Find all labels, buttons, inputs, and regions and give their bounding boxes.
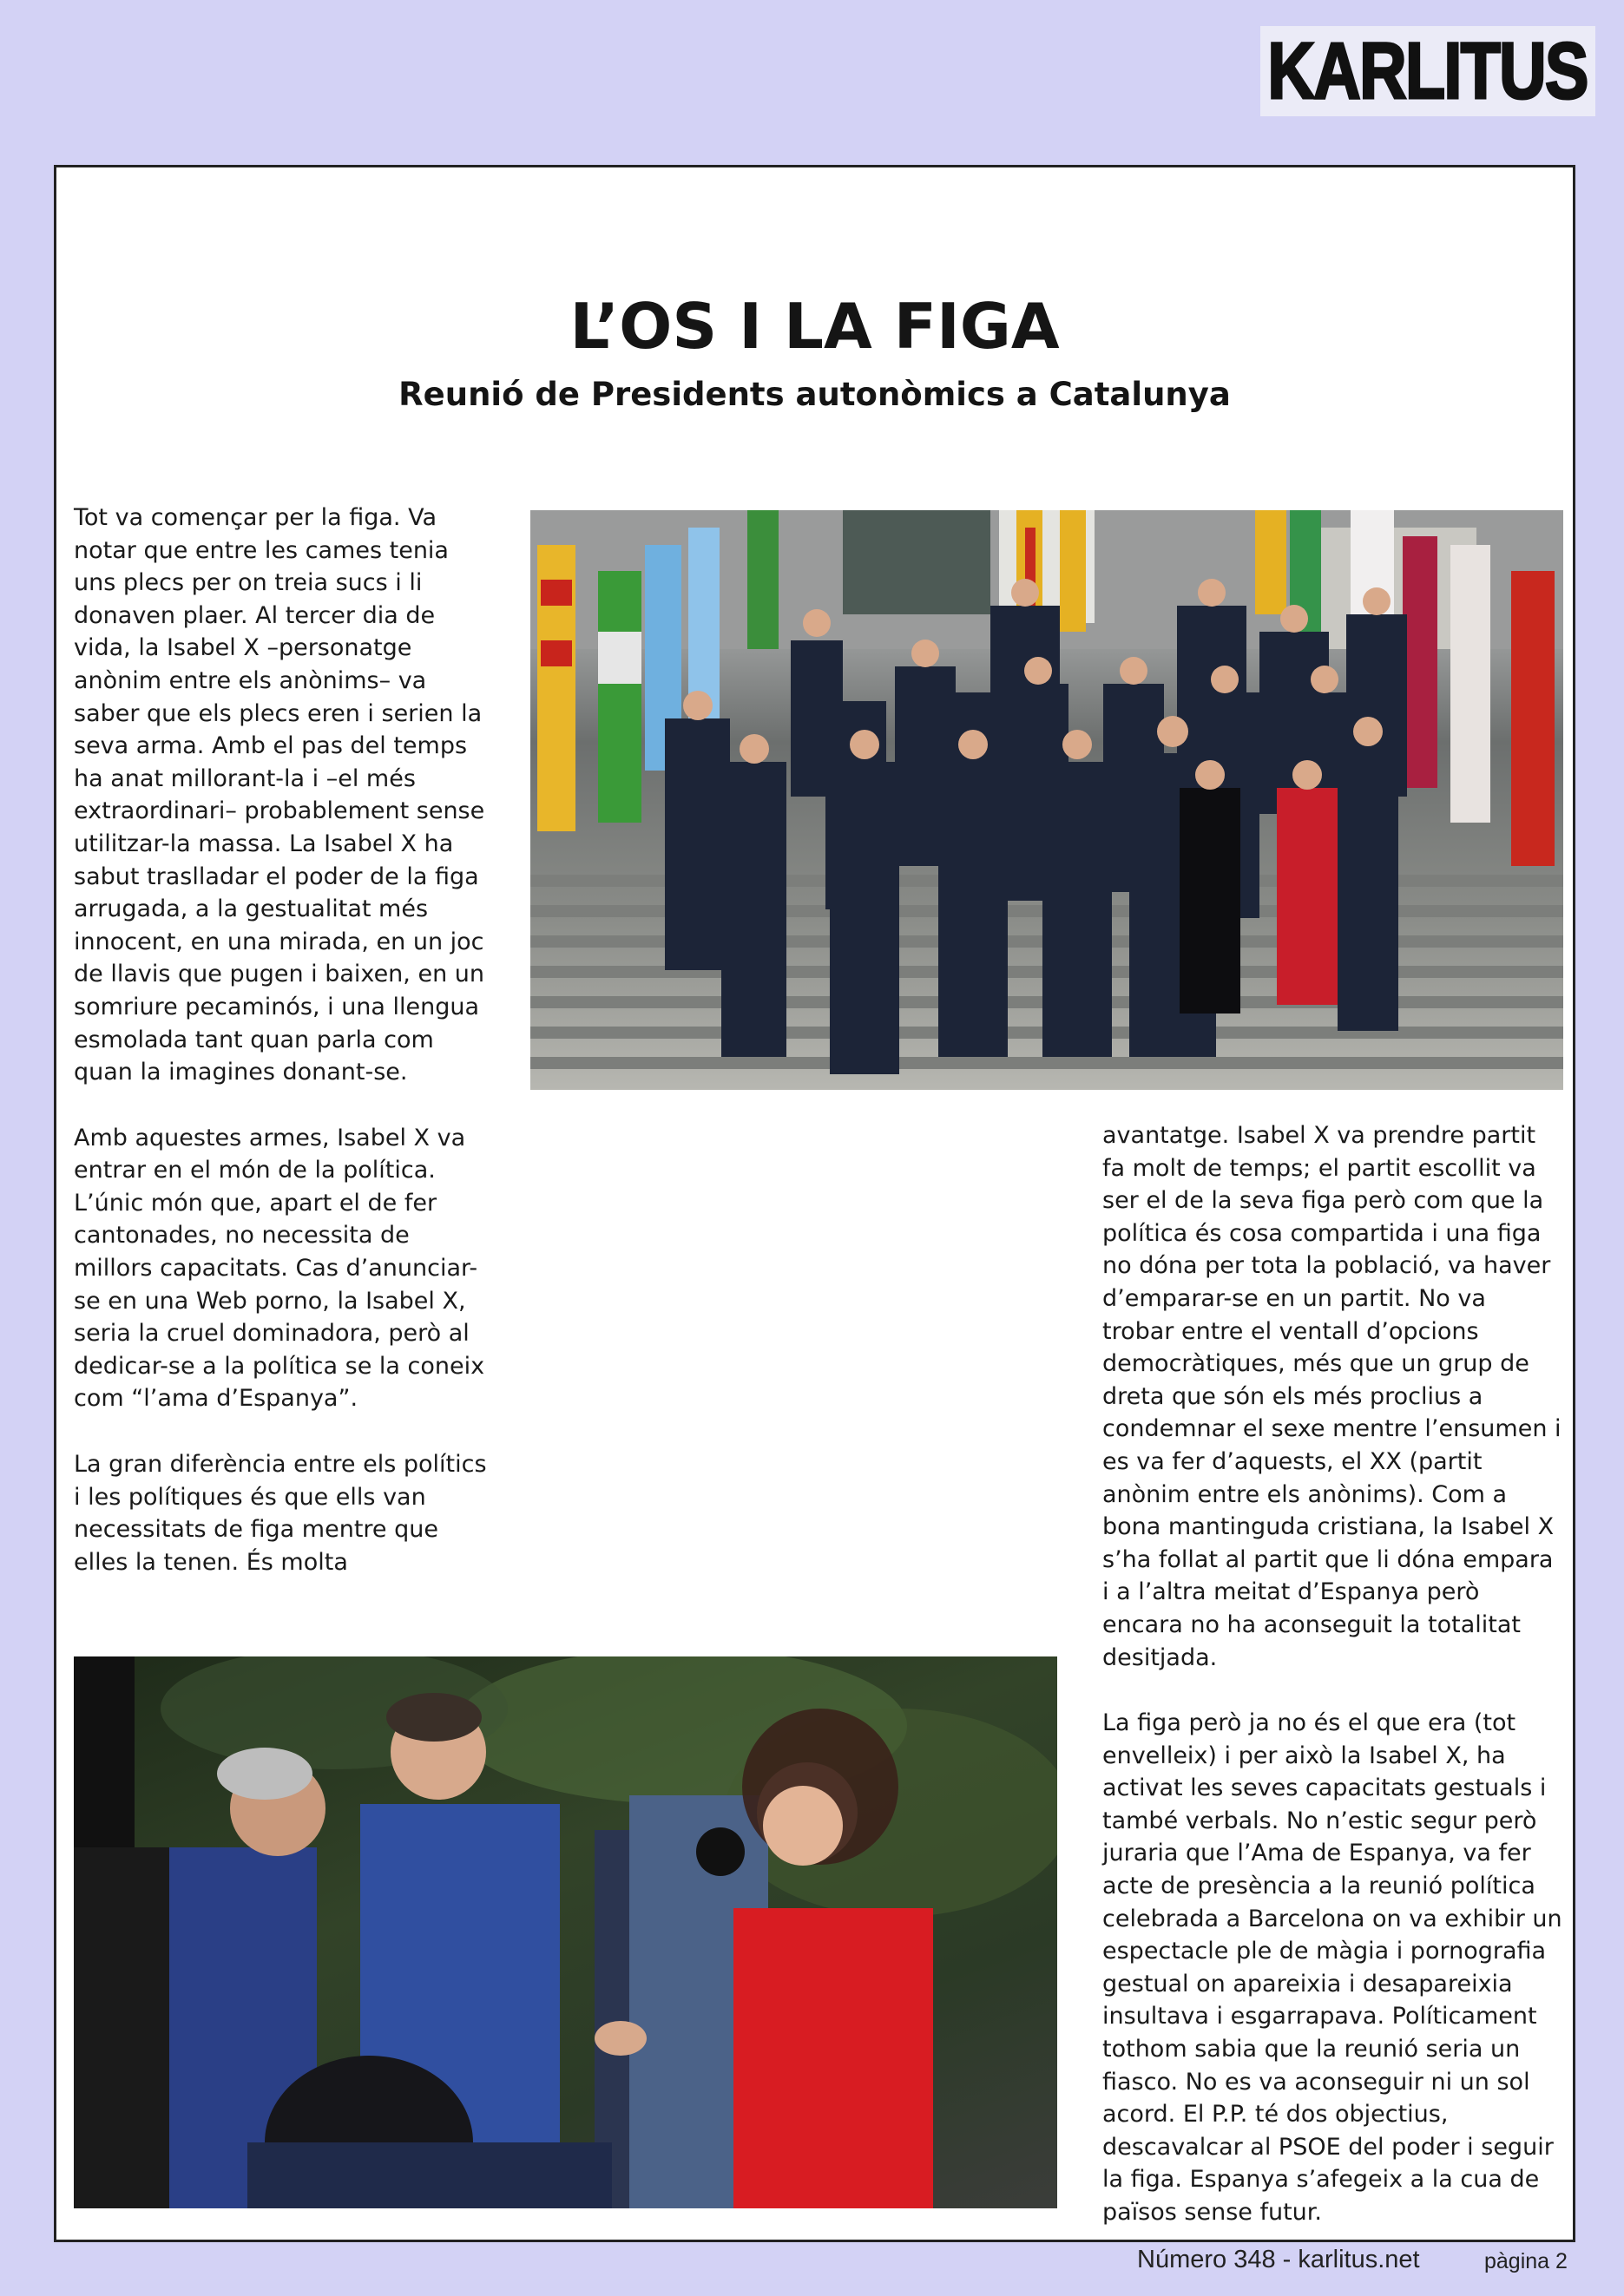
paragraph: avantatge. Isabel X va prendre partit fa molt de temps; el partit escollit va ser el de la seva figa però com que la política és cosa compartida i una figa no dóna per tota la població, va haver d’emparar-se en un partit. No va trobar entre el ventall d’opcions democràtiques, més que un grup de dreta que són els més proclius a condemnar el sexe mentre l’ensumen i es va fer d’aquests, el XX (partit anònim entre els anònims). Com a bona mantinguda cristiana, la Isabel X s’ha follat al partit que li dóna empara i a l’altra meitat d’Espanya però encara no ha aconseguit la totalitat desitjada. <box>1102 1122 1562 1671</box>
article-page <box>54 165 1575 2242</box>
right-column <box>1102 1119 1562 2262</box>
group-photo <box>530 510 1563 1090</box>
paragraph: La figa però ja no és el que era (tot envelleix) i per això la Isabel X, ha activat les seves capacitats gestuals i també verbals. No n’estic segur però juraria que l’Ama de Espanya, va fer acte de presència a la reunió política celebrada a Barcelona on va exhibir un espectacle ple de màgia i pornografia gestual on apareixia i desapareixia insultava i esgarrapava. Políticament tothom sabia que la reunió seria un fiasco. No es va aconseguir ni un sol acord. El P.P. té dos objectius, descavalcar al PSOE del poder i seguir la figa. Espanya s’afegeix a la cua de països sense futur. <box>1102 1709 1562 2226</box>
article-title: L’OS I LA FIGA <box>569 290 1060 363</box>
masthead-logo <box>1260 26 1595 116</box>
issue-number: Número 348 - karlitus.net <box>1137 2246 1420 2273</box>
group-photo-illustration <box>530 510 1563 1090</box>
paragraph: La gran diferència entre els polítics i les polítiques és que ells van necessitats de figa mentre que elles la tenen. És molta <box>74 1451 487 1576</box>
article-subtitle: Reunió de Presidents autonòmics a Catalunya <box>398 376 1231 413</box>
page-number: pàgina 2 <box>1484 2249 1568 2273</box>
logo-text: KARLITUS <box>1267 27 1588 115</box>
handshake-photo-illustration <box>74 1656 1057 2208</box>
paragraph: Amb aquestes armes, Isabel X va entrar en el món de la política. L’únic món que, apart el de fer cantonades, no necessita de millors capacitats. Cas d’anunciar-se en una Web porno, la Isabel X, seria la cruel dominadora, però al dedicar-se a la política se la coneix com “l’ama d’Espanya”. <box>74 1124 485 1413</box>
left-column <box>74 502 489 1611</box>
handshake-photo <box>74 1656 1057 2208</box>
paragraph: Tot va començar per la figa. Va notar que entre les cames tenia uns plecs per on treia sucs i li donaven plaer. Al tercer dia de vida, la Isabel X –personatge anònim entre els anònims– va saber que els plecs eren i serien la seva arma. Amb el pas del temps ha anat millorant-la i –el més extraordinari– probablement sense utilitzar-la massa. La Isabel X ha sabut traslladar el poder de la figa arrugada, a la gestualitat més innocent, en una mirada, en un joc de llavis que pugen i baixen, en un somriure pecaminós, i una llengua esmolada tant quan parla com quan la imagines donant-se. <box>74 504 485 1086</box>
